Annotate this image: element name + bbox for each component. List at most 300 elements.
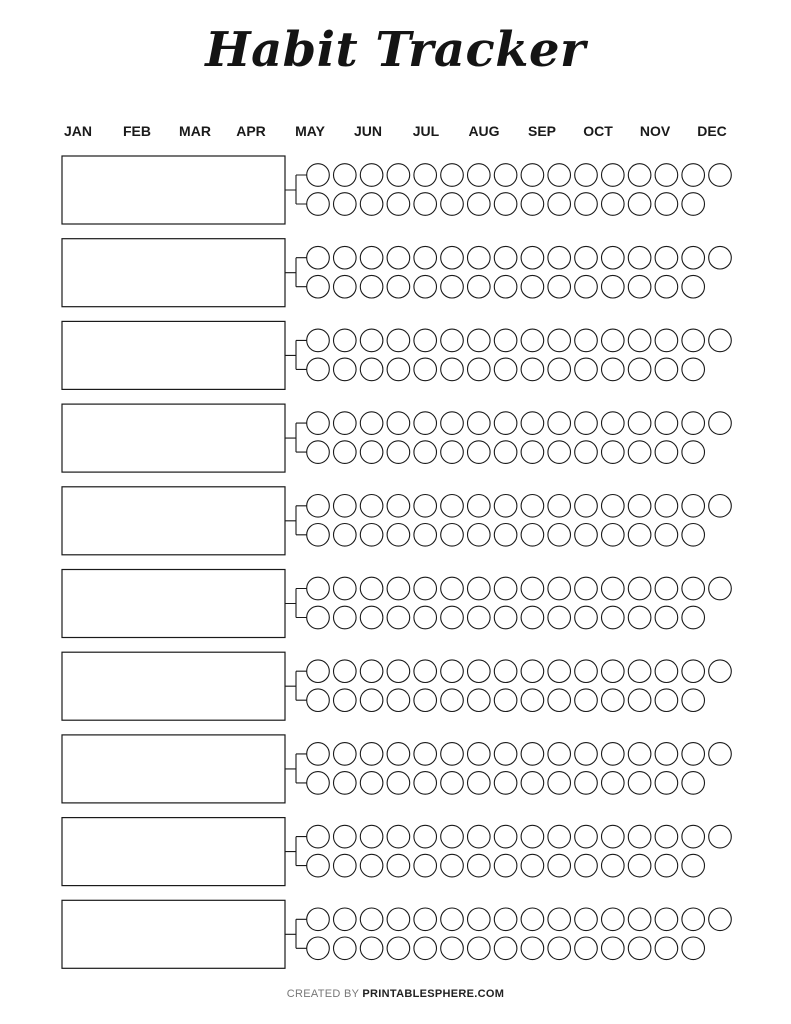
day-circle[interactable] (602, 772, 625, 795)
day-circle[interactable] (414, 772, 437, 795)
day-circle[interactable] (334, 441, 357, 464)
day-circle[interactable] (602, 908, 625, 931)
day-circle[interactable] (360, 937, 383, 960)
day-circle[interactable] (655, 689, 678, 712)
day-circle[interactable] (334, 193, 357, 216)
day-circle[interactable] (548, 193, 571, 216)
day-circle[interactable] (334, 854, 357, 877)
day-circle[interactable] (682, 412, 705, 435)
day-circle[interactable] (709, 577, 732, 600)
day-circle[interactable] (575, 660, 598, 683)
day-circle[interactable] (468, 937, 491, 960)
day-circle[interactable] (602, 246, 625, 269)
day-circle[interactable] (360, 524, 383, 547)
day-circle[interactable] (628, 412, 651, 435)
day-circle[interactable] (494, 164, 517, 187)
day-circle[interactable] (307, 577, 330, 600)
day-circle[interactable] (360, 908, 383, 931)
day-circle[interactable] (494, 689, 517, 712)
day-circle[interactable] (441, 854, 464, 877)
day-circle[interactable] (655, 358, 678, 381)
day-circle[interactable] (307, 908, 330, 931)
day-circle[interactable] (628, 908, 651, 931)
day-circle[interactable] (307, 772, 330, 795)
day-circle[interactable] (521, 275, 544, 298)
day-circle[interactable] (682, 275, 705, 298)
day-circle[interactable] (655, 825, 678, 848)
day-circle[interactable] (628, 246, 651, 269)
day-circle[interactable] (709, 660, 732, 683)
day-circle[interactable] (441, 495, 464, 518)
day-circle[interactable] (682, 164, 705, 187)
day-circle[interactable] (441, 329, 464, 352)
day-circle[interactable] (655, 577, 678, 600)
day-circle[interactable] (441, 772, 464, 795)
day-circle[interactable] (575, 937, 598, 960)
day-circle[interactable] (575, 275, 598, 298)
day-circle[interactable] (468, 164, 491, 187)
habit-name-box[interactable] (62, 900, 285, 968)
day-circle[interactable] (682, 937, 705, 960)
day-circle[interactable] (548, 908, 571, 931)
day-circle[interactable] (360, 577, 383, 600)
day-circle[interactable] (387, 193, 410, 216)
day-circle[interactable] (334, 772, 357, 795)
day-circle[interactable] (307, 412, 330, 435)
day-circle[interactable] (682, 660, 705, 683)
day-circle[interactable] (602, 689, 625, 712)
day-circle[interactable] (468, 412, 491, 435)
day-circle[interactable] (360, 495, 383, 518)
day-circle[interactable] (360, 689, 383, 712)
day-circle[interactable] (414, 743, 437, 766)
day-circle[interactable] (521, 524, 544, 547)
day-circle[interactable] (414, 689, 437, 712)
day-circle[interactable] (628, 937, 651, 960)
day-circle[interactable] (414, 854, 437, 877)
day-circle[interactable] (441, 524, 464, 547)
day-circle[interactable] (655, 743, 678, 766)
day-circle[interactable] (494, 441, 517, 464)
day-circle[interactable] (387, 908, 410, 931)
day-circle[interactable] (307, 689, 330, 712)
day-circle[interactable] (521, 441, 544, 464)
day-circle[interactable] (682, 495, 705, 518)
day-circle[interactable] (334, 495, 357, 518)
day-circle[interactable] (494, 524, 517, 547)
day-circle[interactable] (548, 524, 571, 547)
day-circle[interactable] (655, 937, 678, 960)
day-circle[interactable] (441, 660, 464, 683)
day-circle[interactable] (468, 854, 491, 877)
day-circle[interactable] (709, 412, 732, 435)
day-circle[interactable] (602, 937, 625, 960)
day-circle[interactable] (548, 606, 571, 629)
day-circle[interactable] (387, 854, 410, 877)
day-circle[interactable] (548, 825, 571, 848)
day-circle[interactable] (494, 577, 517, 600)
day-circle[interactable] (387, 246, 410, 269)
day-circle[interactable] (682, 825, 705, 848)
day-circle[interactable] (494, 772, 517, 795)
day-circle[interactable] (468, 275, 491, 298)
day-circle[interactable] (307, 358, 330, 381)
day-circle[interactable] (387, 412, 410, 435)
day-circle[interactable] (387, 495, 410, 518)
day-circle[interactable] (387, 937, 410, 960)
day-circle[interactable] (602, 524, 625, 547)
day-circle[interactable] (387, 743, 410, 766)
day-circle[interactable] (468, 743, 491, 766)
day-circle[interactable] (628, 193, 651, 216)
day-circle[interactable] (441, 689, 464, 712)
day-circle[interactable] (548, 441, 571, 464)
day-circle[interactable] (521, 246, 544, 269)
day-circle[interactable] (682, 854, 705, 877)
day-circle[interactable] (414, 358, 437, 381)
day-circle[interactable] (602, 164, 625, 187)
habit-name-box[interactable] (62, 404, 285, 472)
day-circle[interactable] (414, 937, 437, 960)
day-circle[interactable] (521, 689, 544, 712)
day-circle[interactable] (602, 329, 625, 352)
day-circle[interactable] (334, 937, 357, 960)
day-circle[interactable] (682, 577, 705, 600)
day-circle[interactable] (521, 825, 544, 848)
day-circle[interactable] (628, 164, 651, 187)
day-circle[interactable] (494, 246, 517, 269)
day-circle[interactable] (548, 412, 571, 435)
day-circle[interactable] (548, 246, 571, 269)
day-circle[interactable] (709, 495, 732, 518)
day-circle[interactable] (360, 164, 383, 187)
day-circle[interactable] (575, 495, 598, 518)
day-circle[interactable] (441, 358, 464, 381)
day-circle[interactable] (414, 275, 437, 298)
day-circle[interactable] (575, 577, 598, 600)
day-circle[interactable] (655, 908, 678, 931)
day-circle[interactable] (307, 743, 330, 766)
day-circle[interactable] (602, 854, 625, 877)
day-circle[interactable] (548, 164, 571, 187)
day-circle[interactable] (602, 660, 625, 683)
day-circle[interactable] (387, 358, 410, 381)
day-circle[interactable] (307, 854, 330, 877)
day-circle[interactable] (521, 606, 544, 629)
day-circle[interactable] (360, 329, 383, 352)
day-circle[interactable] (709, 164, 732, 187)
day-circle[interactable] (360, 743, 383, 766)
day-circle[interactable] (414, 329, 437, 352)
day-circle[interactable] (334, 246, 357, 269)
day-circle[interactable] (655, 606, 678, 629)
day-circle[interactable] (387, 524, 410, 547)
day-circle[interactable] (334, 908, 357, 931)
day-circle[interactable] (307, 825, 330, 848)
day-circle[interactable] (494, 937, 517, 960)
day-circle[interactable] (360, 358, 383, 381)
day-circle[interactable] (655, 275, 678, 298)
day-circle[interactable] (494, 495, 517, 518)
day-circle[interactable] (521, 772, 544, 795)
day-circle[interactable] (628, 854, 651, 877)
day-circle[interactable] (307, 606, 330, 629)
day-circle[interactable] (441, 275, 464, 298)
day-circle[interactable] (682, 743, 705, 766)
day-circle[interactable] (334, 164, 357, 187)
day-circle[interactable] (441, 164, 464, 187)
day-circle[interactable] (575, 606, 598, 629)
day-circle[interactable] (360, 441, 383, 464)
day-circle[interactable] (682, 441, 705, 464)
day-circle[interactable] (414, 908, 437, 931)
day-circle[interactable] (548, 577, 571, 600)
day-circle[interactable] (441, 193, 464, 216)
day-circle[interactable] (602, 193, 625, 216)
day-circle[interactable] (521, 412, 544, 435)
day-circle[interactable] (521, 743, 544, 766)
day-circle[interactable] (494, 660, 517, 683)
day-circle[interactable] (441, 908, 464, 931)
habit-name-box[interactable] (62, 818, 285, 886)
day-circle[interactable] (548, 358, 571, 381)
day-circle[interactable] (682, 358, 705, 381)
day-circle[interactable] (307, 937, 330, 960)
day-circle[interactable] (494, 329, 517, 352)
day-circle[interactable] (655, 495, 678, 518)
day-circle[interactable] (682, 606, 705, 629)
day-circle[interactable] (468, 246, 491, 269)
day-circle[interactable] (387, 660, 410, 683)
day-circle[interactable] (414, 246, 437, 269)
day-circle[interactable] (334, 412, 357, 435)
day-circle[interactable] (602, 743, 625, 766)
day-circle[interactable] (334, 577, 357, 600)
habit-name-box[interactable] (62, 156, 285, 224)
day-circle[interactable] (521, 329, 544, 352)
day-circle[interactable] (521, 854, 544, 877)
day-circle[interactable] (521, 358, 544, 381)
day-circle[interactable] (387, 772, 410, 795)
day-circle[interactable] (682, 524, 705, 547)
day-circle[interactable] (414, 660, 437, 683)
day-circle[interactable] (494, 275, 517, 298)
day-circle[interactable] (655, 441, 678, 464)
day-circle[interactable] (441, 606, 464, 629)
day-circle[interactable] (387, 275, 410, 298)
day-circle[interactable] (468, 193, 491, 216)
day-circle[interactable] (360, 606, 383, 629)
day-circle[interactable] (575, 164, 598, 187)
day-circle[interactable] (628, 743, 651, 766)
day-circle[interactable] (494, 825, 517, 848)
day-circle[interactable] (548, 495, 571, 518)
day-circle[interactable] (628, 577, 651, 600)
day-circle[interactable] (468, 524, 491, 547)
day-circle[interactable] (334, 743, 357, 766)
day-circle[interactable] (307, 329, 330, 352)
day-circle[interactable] (468, 329, 491, 352)
day-circle[interactable] (307, 164, 330, 187)
day-circle[interactable] (682, 689, 705, 712)
day-circle[interactable] (521, 577, 544, 600)
day-circle[interactable] (655, 329, 678, 352)
day-circle[interactable] (441, 441, 464, 464)
habit-name-box[interactable] (62, 321, 285, 389)
day-circle[interactable] (709, 329, 732, 352)
day-circle[interactable] (360, 660, 383, 683)
day-circle[interactable] (628, 495, 651, 518)
day-circle[interactable] (307, 275, 330, 298)
day-circle[interactable] (360, 772, 383, 795)
day-circle[interactable] (468, 358, 491, 381)
day-circle[interactable] (334, 689, 357, 712)
day-circle[interactable] (602, 495, 625, 518)
day-circle[interactable] (468, 908, 491, 931)
day-circle[interactable] (307, 193, 330, 216)
day-circle[interactable] (441, 937, 464, 960)
day-circle[interactable] (682, 329, 705, 352)
day-circle[interactable] (468, 495, 491, 518)
day-circle[interactable] (628, 606, 651, 629)
day-circle[interactable] (628, 772, 651, 795)
day-circle[interactable] (387, 577, 410, 600)
day-circle[interactable] (628, 660, 651, 683)
day-circle[interactable] (307, 524, 330, 547)
day-circle[interactable] (334, 660, 357, 683)
day-circle[interactable] (602, 825, 625, 848)
day-circle[interactable] (548, 854, 571, 877)
day-circle[interactable] (307, 660, 330, 683)
habit-name-box[interactable] (62, 570, 285, 638)
day-circle[interactable] (548, 660, 571, 683)
day-circle[interactable] (521, 660, 544, 683)
day-circle[interactable] (414, 825, 437, 848)
day-circle[interactable] (494, 193, 517, 216)
day-circle[interactable] (655, 246, 678, 269)
day-circle[interactable] (441, 577, 464, 600)
day-circle[interactable] (441, 825, 464, 848)
day-circle[interactable] (360, 275, 383, 298)
day-circle[interactable] (709, 743, 732, 766)
day-circle[interactable] (468, 441, 491, 464)
day-circle[interactable] (655, 412, 678, 435)
day-circle[interactable] (414, 164, 437, 187)
day-circle[interactable] (414, 495, 437, 518)
day-circle[interactable] (494, 606, 517, 629)
day-circle[interactable] (548, 329, 571, 352)
day-circle[interactable] (414, 193, 437, 216)
day-circle[interactable] (575, 246, 598, 269)
day-circle[interactable] (628, 358, 651, 381)
day-circle[interactable] (387, 606, 410, 629)
day-circle[interactable] (468, 825, 491, 848)
day-circle[interactable] (575, 743, 598, 766)
day-circle[interactable] (414, 606, 437, 629)
day-circle[interactable] (575, 825, 598, 848)
day-circle[interactable] (709, 825, 732, 848)
day-circle[interactable] (360, 412, 383, 435)
day-circle[interactable] (494, 412, 517, 435)
day-circle[interactable] (602, 412, 625, 435)
day-circle[interactable] (628, 825, 651, 848)
day-circle[interactable] (655, 660, 678, 683)
day-circle[interactable] (441, 743, 464, 766)
day-circle[interactable] (334, 358, 357, 381)
day-circle[interactable] (575, 908, 598, 931)
day-circle[interactable] (307, 495, 330, 518)
day-circle[interactable] (521, 937, 544, 960)
day-circle[interactable] (575, 441, 598, 464)
day-circle[interactable] (334, 606, 357, 629)
day-circle[interactable] (575, 689, 598, 712)
day-circle[interactable] (628, 441, 651, 464)
day-circle[interactable] (628, 275, 651, 298)
day-circle[interactable] (548, 772, 571, 795)
day-circle[interactable] (387, 441, 410, 464)
day-circle[interactable] (575, 772, 598, 795)
day-circle[interactable] (521, 495, 544, 518)
day-circle[interactable] (494, 358, 517, 381)
day-circle[interactable] (494, 854, 517, 877)
day-circle[interactable] (575, 193, 598, 216)
day-circle[interactable] (602, 441, 625, 464)
day-circle[interactable] (360, 854, 383, 877)
day-circle[interactable] (468, 660, 491, 683)
day-circle[interactable] (387, 825, 410, 848)
day-circle[interactable] (575, 358, 598, 381)
day-circle[interactable] (441, 246, 464, 269)
day-circle[interactable] (709, 246, 732, 269)
day-circle[interactable] (682, 908, 705, 931)
day-circle[interactable] (575, 329, 598, 352)
day-circle[interactable] (602, 577, 625, 600)
day-circle[interactable] (414, 441, 437, 464)
day-circle[interactable] (709, 908, 732, 931)
day-circle[interactable] (602, 275, 625, 298)
day-circle[interactable] (548, 743, 571, 766)
day-circle[interactable] (521, 164, 544, 187)
day-circle[interactable] (655, 524, 678, 547)
day-circle[interactable] (575, 854, 598, 877)
habit-name-box[interactable] (62, 652, 285, 720)
day-circle[interactable] (307, 246, 330, 269)
day-circle[interactable] (548, 275, 571, 298)
habit-name-box[interactable] (62, 487, 285, 555)
day-circle[interactable] (334, 275, 357, 298)
day-circle[interactable] (682, 193, 705, 216)
day-circle[interactable] (682, 246, 705, 269)
day-circle[interactable] (575, 412, 598, 435)
day-circle[interactable] (468, 577, 491, 600)
day-circle[interactable] (655, 854, 678, 877)
day-circle[interactable] (387, 329, 410, 352)
day-circle[interactable] (441, 412, 464, 435)
day-circle[interactable] (575, 524, 598, 547)
day-circle[interactable] (602, 358, 625, 381)
habit-name-box[interactable] (62, 735, 285, 803)
day-circle[interactable] (655, 193, 678, 216)
day-circle[interactable] (682, 772, 705, 795)
day-circle[interactable] (655, 772, 678, 795)
day-circle[interactable] (628, 689, 651, 712)
day-circle[interactable] (334, 825, 357, 848)
day-circle[interactable] (602, 606, 625, 629)
day-circle[interactable] (468, 606, 491, 629)
day-circle[interactable] (548, 937, 571, 960)
day-circle[interactable] (414, 412, 437, 435)
day-circle[interactable] (360, 825, 383, 848)
